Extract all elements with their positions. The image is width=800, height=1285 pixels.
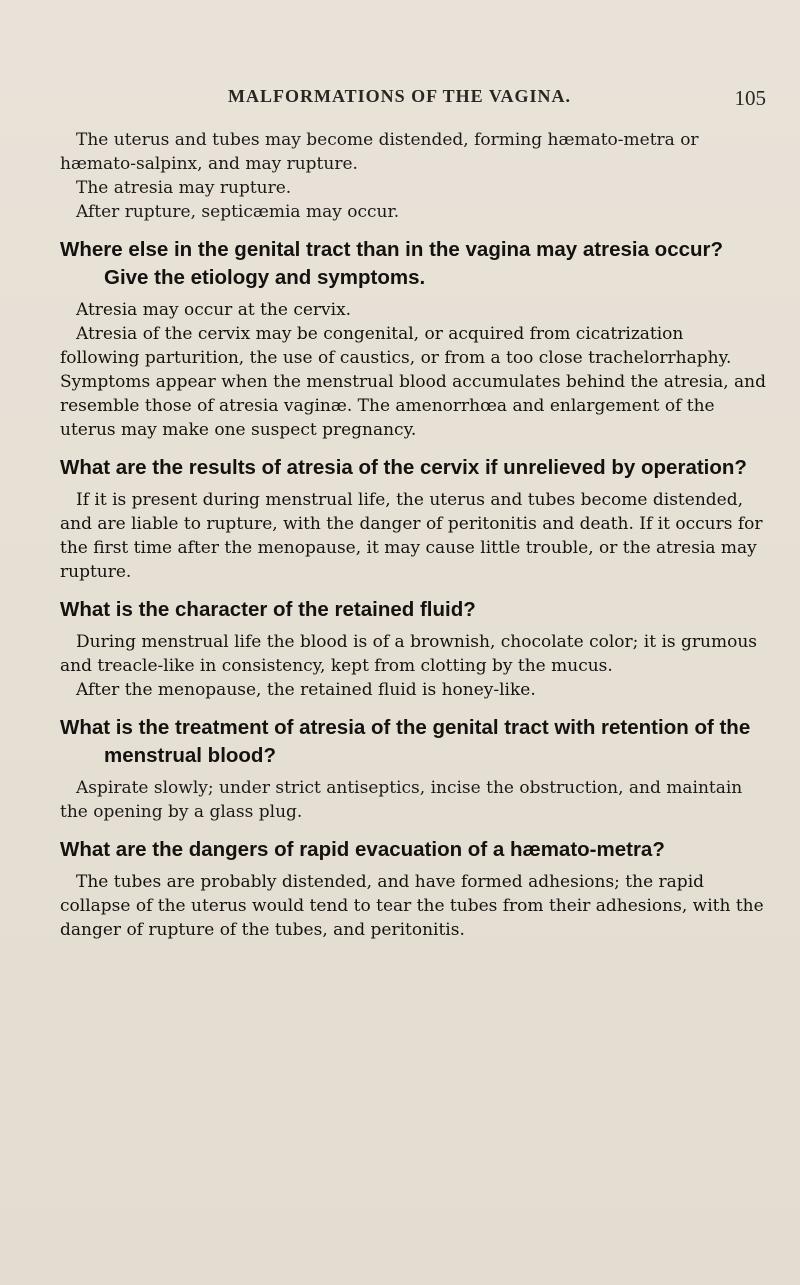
answer-paragraph: After the menopause, the retained fluid is honey-like. bbox=[76, 680, 536, 700]
qa-section-3 bbox=[60, 596, 766, 702]
qa-section-4 bbox=[60, 714, 766, 824]
answer-paragraph: If it is present during menstrual life, the uterus and tubes become distended, and are liable to rupture, with the danger of peritonitis and death. If it occurs for the first time after the menopause, it may cause little trouble, or the atresia may rupture. bbox=[60, 490, 763, 582]
intro-paragraph-3: After rupture, septicæmia may occur. bbox=[76, 202, 400, 222]
page-number: 105 bbox=[734, 86, 766, 110]
page-body bbox=[60, 128, 766, 942]
qa-section-2 bbox=[60, 454, 766, 584]
intro-paragraph-2: The atresia may rupture. bbox=[76, 178, 292, 198]
answer-paragraph: Aspirate slowly; under strict antiseptics, incise the obstruction, and maintain the opening by a glass plug. bbox=[60, 778, 743, 822]
answer-paragraph: Atresia of the cervix may be congenital, or acquired from cicatrization following parturition, the use of caustics, or from a too close trachelorrhaphy. Symptoms appear when the menstrual blood accumulates behind the atresia, and resemble those of atresia vaginæ. The amenorrhœa and enlargement of the uterus may make one suspect pregnancy. bbox=[60, 324, 766, 440]
question-heading: What is the treatment of atresia of the genital tract with retention of the menstrual blood? bbox=[60, 716, 751, 767]
running-title: MALFORMATIONS OF THE VAGINA. bbox=[228, 86, 572, 106]
question-heading: Where else in the genital tract than in the vagina may atresia occur? Give the etiology and symptoms. bbox=[60, 238, 724, 289]
qa-section-1 bbox=[60, 236, 766, 442]
question-heading: What are the results of atresia of the cervix if unrelieved by operation? bbox=[60, 456, 747, 479]
question-heading: What are the dangers of rapid evacuation of a hæmato-metra? bbox=[60, 838, 665, 861]
question-heading: What is the character of the retained fluid? bbox=[60, 598, 476, 621]
answer-paragraph: During menstrual life the blood is of a brownish, chocolate color; it is grumous and treacle-like in consistency, kept from clotting by the mucus. bbox=[60, 632, 757, 676]
qa-section-5 bbox=[60, 836, 766, 942]
answer-paragraph: Atresia may occur at the cervix. bbox=[76, 300, 352, 320]
answer-paragraph: The tubes are probably distended, and have formed adhesions; the rapid collapse of the uterus would tend to tear the tubes from their adhesions, with the danger of rupture of the tubes, and peritonitis. bbox=[60, 872, 764, 940]
page-header bbox=[60, 86, 766, 110]
intro-paragraph-1: The uterus and tubes may become distended, forming hæmato-metra or hæmato-salpinx, and may rupture. bbox=[60, 130, 699, 174]
